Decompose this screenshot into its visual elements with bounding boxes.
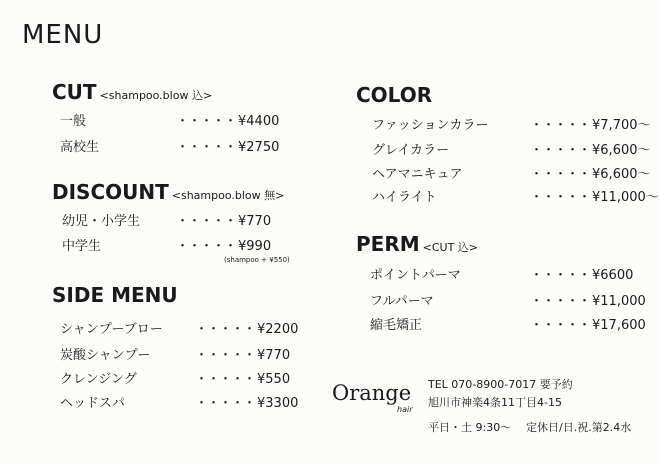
menu-title: MENU — [22, 20, 104, 50]
color-heading: COLOR — [356, 83, 433, 107]
side-menu-item-price: ・・・・・ ¥550 — [195, 372, 291, 387]
side-menu-item-price: ・・・・・ ¥770 — [195, 348, 291, 363]
discount-item-name: 幼児・小学生 — [62, 214, 141, 229]
color-item-name: ハイライト — [372, 190, 437, 205]
cut-heading: CUT <shampoo.blow 込> — [52, 80, 213, 104]
side-menu-heading: SIDE MENU — [52, 283, 178, 307]
shop-logo: Orange — [332, 381, 412, 405]
shop-logo-sub: hair — [397, 405, 413, 414]
shop-tel: TEL 070-8900-7017 要予約 — [428, 378, 573, 391]
discount-note: (shampoo + ¥550) — [224, 256, 290, 264]
perm-subheading: <CUT 込> — [422, 241, 479, 254]
side-menu-item-name: シャンプーブロー — [60, 322, 163, 337]
color-item-name: ヘアマニキュア — [372, 167, 463, 182]
perm-item-name: ポイントパーマ — [370, 268, 461, 283]
cut-item-name: 一般 — [60, 114, 87, 129]
perm-item-name: フルパーマ — [370, 294, 434, 309]
side-menu-item-name: 炭酸シャンプー — [60, 348, 151, 363]
discount-subheading: <shampoo.blow 無> — [171, 189, 285, 202]
discount-item-price: ・・・・・ ¥770 — [176, 214, 272, 229]
cut-item-price: ・・・・・ ¥2750 — [176, 140, 280, 155]
perm-item-price: ・・・・・ ¥6600 — [530, 268, 634, 283]
side-menu-item-name: クレンジング — [60, 372, 137, 387]
side-menu-item-name: ヘッドスパ — [60, 396, 125, 411]
reservation-note: 要予約 — [539, 378, 573, 391]
color-item-name: ファッションカラー — [372, 118, 489, 133]
shop-address: 旭川市神楽4条11丁目4-15 — [428, 396, 562, 409]
cut-item-price: ・・・・・ ¥4400 — [176, 114, 280, 129]
perm-item-price: ・・・・・ ¥17,600 — [530, 318, 646, 333]
side-menu-item-price: ・・・・・ ¥3300 — [195, 396, 299, 411]
shop-hours: 平日・土 9:30〜 — [428, 421, 512, 434]
perm-item-name: 縮毛矯正 — [370, 318, 423, 333]
cut-subheading: <shampoo.blow 込> — [99, 89, 213, 102]
color-item-name: グレイカラー — [372, 143, 449, 158]
color-item-price: ・・・・・ ¥11,000〜 — [530, 190, 659, 205]
perm-heading: PERM <CUT 込> — [356, 232, 479, 256]
cut-item-name: 高校生 — [60, 140, 100, 155]
shop-closed-days: 定休日/日.祝.第2.4水 — [526, 421, 632, 434]
color-item-price: ・・・・・ ¥6,600〜 — [530, 143, 651, 158]
discount-item-price: ・・・・・ ¥990 — [176, 239, 272, 254]
color-item-price: ・・・・・ ¥7,700〜 — [530, 118, 651, 133]
discount-item-name: 中学生 — [62, 239, 102, 254]
side-menu-item-price: ・・・・・ ¥2200 — [195, 322, 299, 337]
color-item-price: ・・・・・ ¥6,600〜 — [530, 167, 651, 182]
perm-item-price: ・・・・・ ¥11,000 — [530, 294, 646, 309]
discount-heading: DISCOUNT <shampoo.blow 無> — [52, 180, 285, 204]
